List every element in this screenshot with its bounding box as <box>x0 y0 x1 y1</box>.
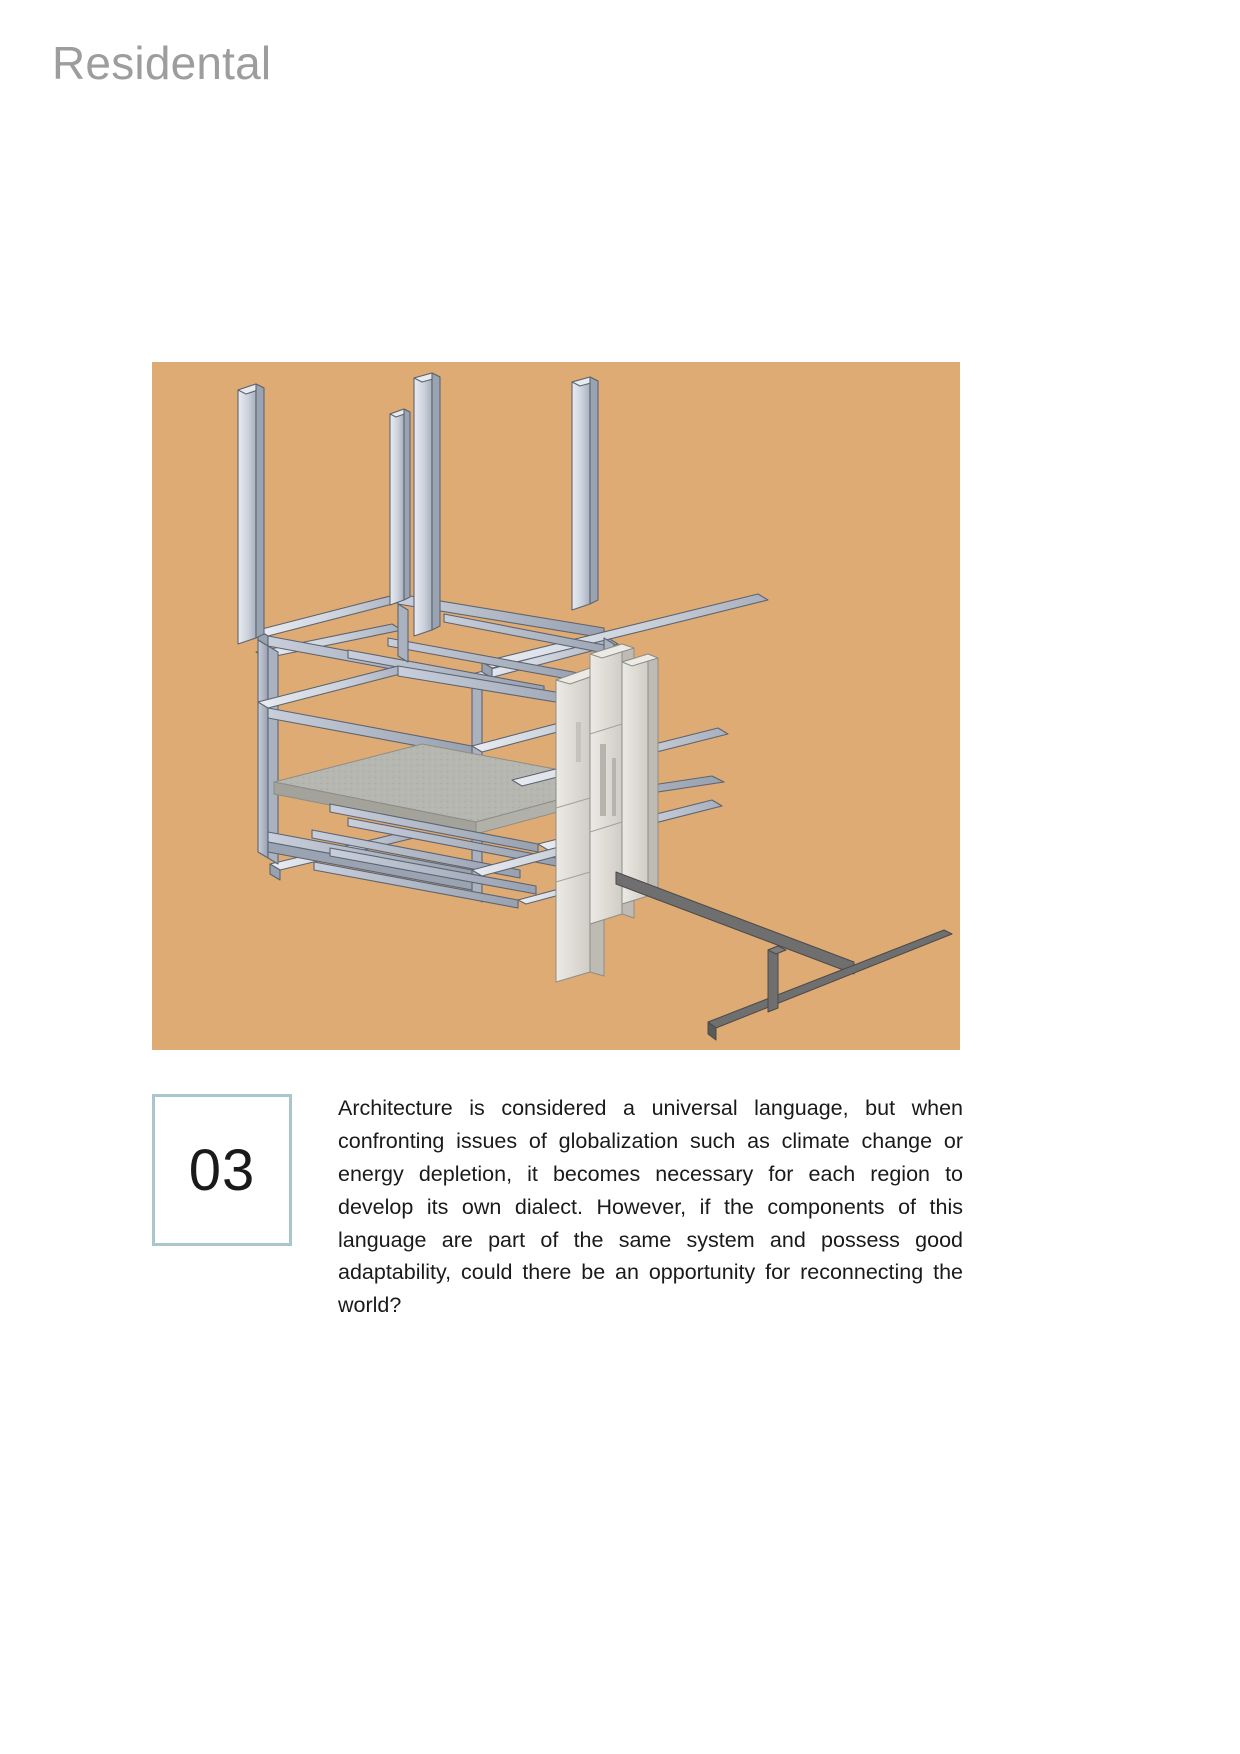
figure-image <box>152 362 960 1050</box>
section-number: 03 <box>188 1137 256 1203</box>
page-title: Residental <box>52 37 272 89</box>
section-number-box <box>152 1094 292 1246</box>
caption-text: Architecture is considered a universal language, but when confronting issues of globalization such as climate change or energy depletion, it becomes necessary for each region to develop its own dialect. However, if the components of this language are part of the same system and possess good adaptability, could there be an opportunity for reconnecting the world? <box>338 1096 963 1318</box>
architectural-axonometric-illustration <box>152 362 960 1050</box>
